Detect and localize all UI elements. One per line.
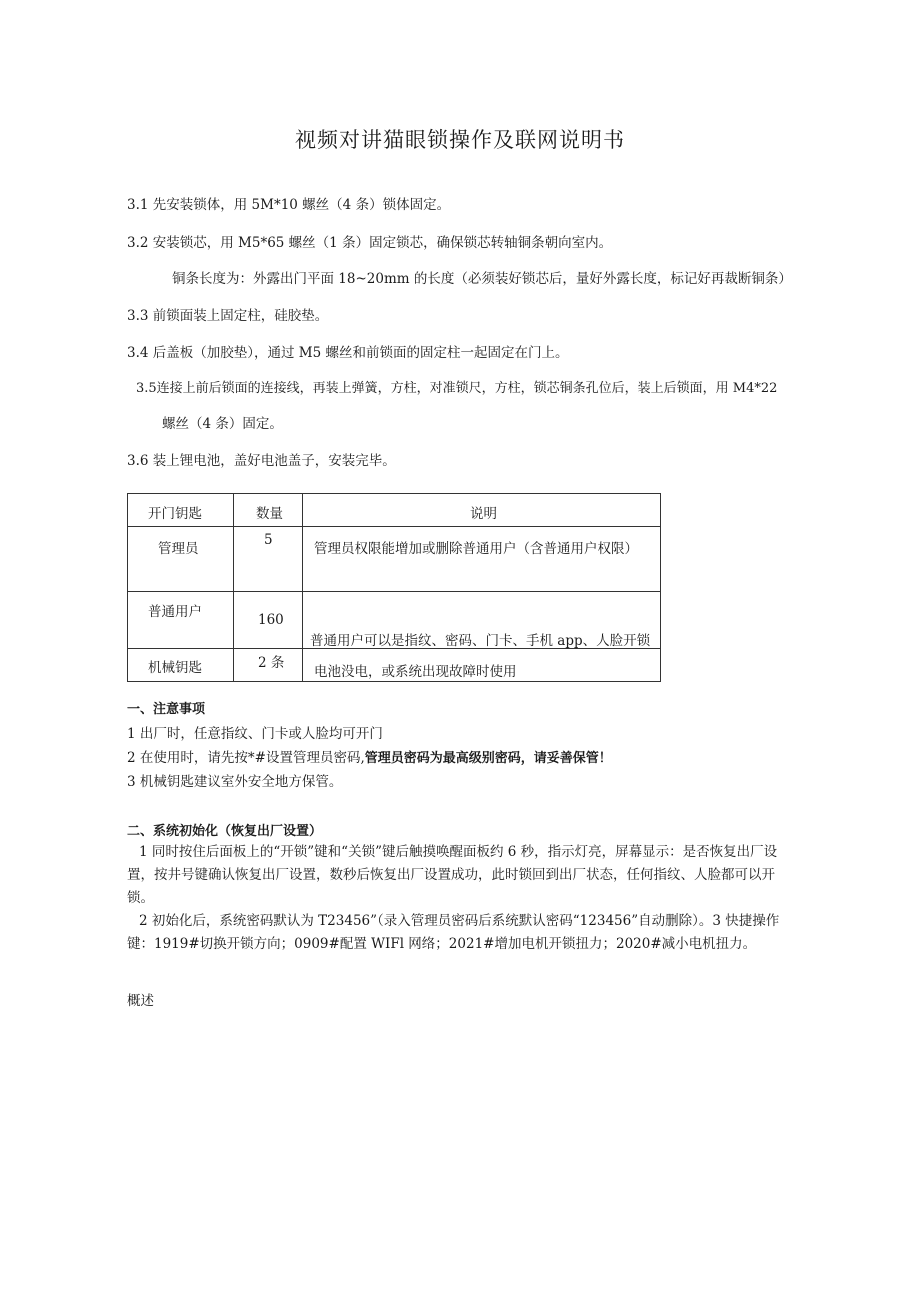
notice-heading: 一、注意事项 bbox=[127, 702, 206, 717]
row-user-desc: 普通用户可以是指纹、密码、门卡、手机 app、人脸开锁 bbox=[310, 633, 651, 649]
notice-item-2 bbox=[127, 746, 612, 766]
row-admin-key: 管理员 bbox=[158, 541, 199, 557]
step-3-1: 3.1 先安装锁体，用 5M*10 螺丝（4 条）锁体固定。 bbox=[127, 197, 451, 213]
row-mech-desc: 电池没电，或系统出现故障时使用 bbox=[314, 664, 517, 680]
table-row bbox=[128, 592, 661, 649]
table-header-row bbox=[128, 494, 661, 527]
init-heading: 二、系统初始化（恢复出厂设置） bbox=[127, 824, 323, 839]
init-paragraph-1: 1 同时按住后面板上的“开锁”键和“关锁”键后触摸唤醒面板约 6 秒，指示灯亮，屏幕显示：是否恢复出厂设置，按井号键确认恢复出厂设置，数秒后恢复出厂设置成功，此时锁回到出厂状态，任何指纹、人脸都可以开锁。 bbox=[127, 844, 778, 906]
notice-item-3: 3 机械钥匙建议室外安全地方保管。 bbox=[127, 774, 343, 790]
step-3-5: 3.5连接上前后锁面的连接线，再装上弹簧，方柱，对准锁尺，方柱，锁芯铜条孔位后，装上后锁面，用 M4*22 bbox=[136, 381, 778, 396]
key-table bbox=[127, 493, 661, 682]
step-3-2: 3.2 安装锁芯，用 M5*65 螺丝（1 条）固定锁芯，确保锁芯转轴铜条朝向室内。 bbox=[127, 235, 613, 251]
step-3-3: 3.3 前锁面装上固定柱，硅胶垫。 bbox=[127, 308, 329, 324]
table-row bbox=[128, 649, 661, 682]
notice-item-2-normal: 2 在使用时，请先按*#设置管理员密码, bbox=[127, 750, 365, 766]
row-mech-key: 机械钥匙 bbox=[148, 660, 202, 676]
overview-heading: 概述 bbox=[127, 993, 154, 1009]
row-admin-desc: 管理员权限能增加或删除普通用户（含普通用户权限） bbox=[314, 541, 638, 557]
step-3-6: 3.6 装上锂电池，盖好电池盖子，安装完毕。 bbox=[127, 453, 396, 469]
table-row bbox=[128, 527, 661, 592]
step-3-4: 3.4 后盖板（加胶垫），通过 M5 螺丝和前锁面的固定柱一起固定在门上。 bbox=[127, 345, 569, 361]
table-header-count: 数量 bbox=[256, 506, 283, 522]
notice-item-1: 1 出厂时，任意指纹、门卡或人脸均可开门 bbox=[127, 726, 383, 742]
document-title: 视频对讲猫眼锁操作及联网说明书 bbox=[295, 128, 625, 152]
row-mech-count: 2 条 bbox=[258, 655, 285, 671]
notice-item-2-bold: 管理员密码为最高级别密码，请妥善保管！ bbox=[364, 751, 612, 766]
row-user-count: 160 bbox=[258, 612, 284, 628]
step-3-5-cont: 螺丝（4 条）固定。 bbox=[162, 416, 283, 432]
row-admin-count: 5 bbox=[264, 532, 273, 548]
init-paragraph-2: 2 初始化后，系统密码默认为 T23456”（录入管理员密码后系统默认密码“123456”自动删除）。3 快捷操作键：1919#切换开锁方向；0909#配置 WIFl 网络；2021#增加电机开锁扭力；2020#减小电机扭力。 bbox=[127, 913, 780, 952]
step-3-2-note: 铜条长度为：外露出门平面 18~20mm 的长度（必须装好锁芯后，量好外露长度，标记好再裁断铜条） bbox=[172, 271, 792, 287]
table-header-desc: 说明 bbox=[470, 506, 497, 522]
row-user-key: 普通用户 bbox=[148, 604, 202, 620]
table-header-key: 开门钥匙 bbox=[148, 506, 202, 522]
